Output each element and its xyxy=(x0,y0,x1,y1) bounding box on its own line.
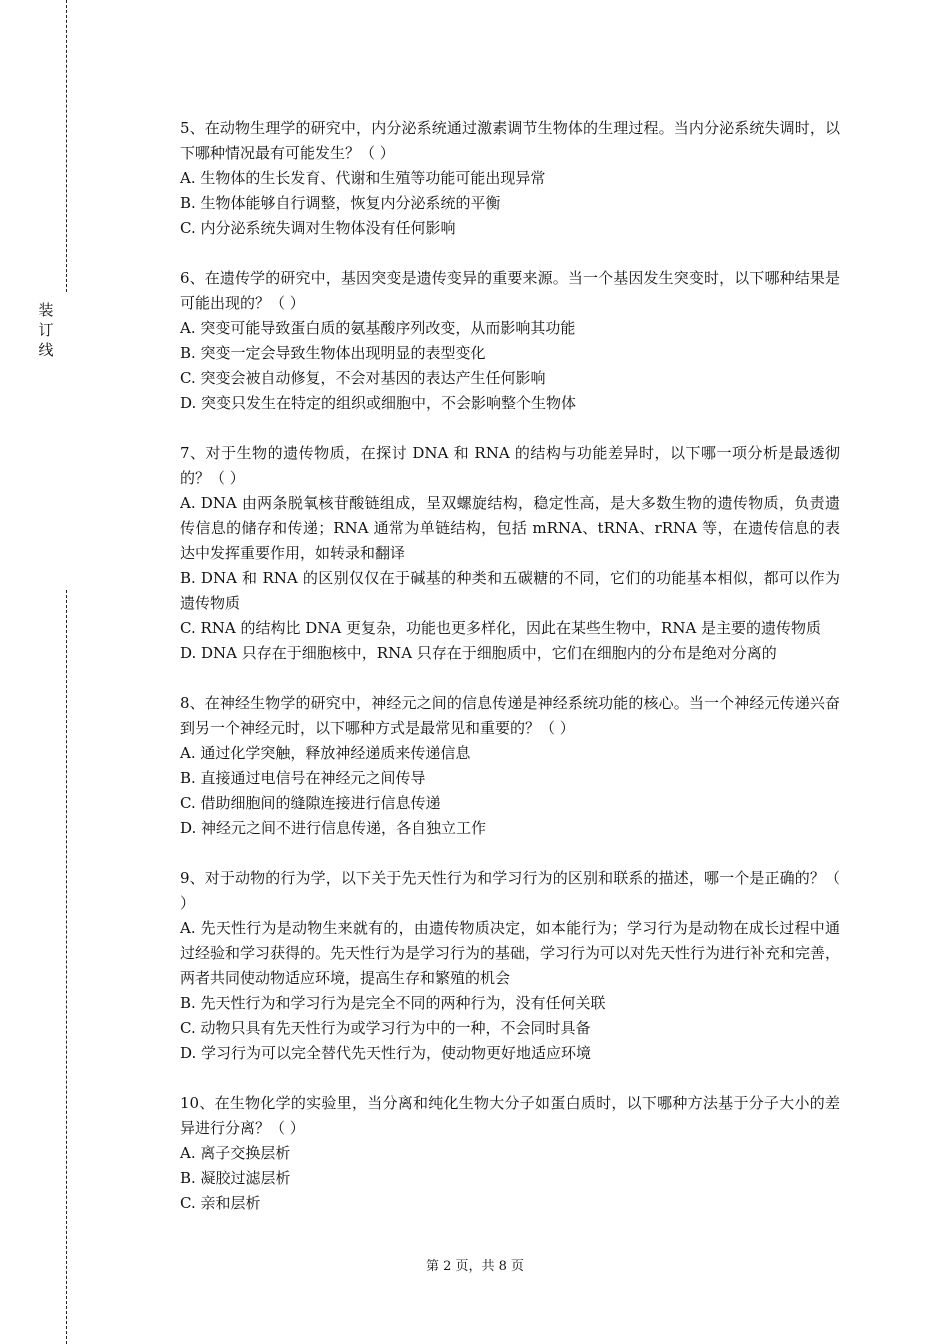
question-9 xyxy=(180,866,840,1066)
question-5 xyxy=(180,116,840,241)
option-c: C. 内分泌系统失调对生物体没有任何影响 xyxy=(180,219,456,237)
option-b: B. 生物体能够自行调整，恢复内分泌系统的平衡 xyxy=(180,194,501,212)
question-6 xyxy=(180,266,840,416)
option-d: D. DNA 只存在于细胞核中，RNA 只存在于细胞质中，它们在细胞内的分布是绝对分离的 xyxy=(180,644,777,662)
option-b: B. 先天性行为和学习行为是完全不同的两种行为，没有任何关联 xyxy=(180,994,606,1012)
option-c: C. 借助细胞间的缝隙连接进行信息传递 xyxy=(180,794,441,812)
option-b: B. 突变一定会导致生物体出现明显的表型变化 xyxy=(180,344,486,362)
question-stem: 9、对于动物的行为学，以下关于先天性行为和学习行为的区别和联系的描述，哪一个是正确的？（ ） xyxy=(180,869,840,912)
question-stem: 7、对于生物的遗传物质，在探讨 DNA 和 RNA 的结构与功能差异时，以下哪一项分析是最透彻的？（ ） xyxy=(180,444,840,487)
option-c: C. 亲和层析 xyxy=(180,1194,261,1212)
option-c: C. 突变会被自动修复，不会对基因的表达产生任何影响 xyxy=(180,369,546,387)
question-stem: 5、在动物生理学的研究中，内分泌系统通过激素调节生物体的生理过程。当内分泌系统失调时，以下哪种情况最有可能发生？（ ） xyxy=(180,119,840,162)
option-c: C. 动物只具有先天性行为或学习行为中的一种，不会同时具备 xyxy=(180,1019,591,1037)
question-10 xyxy=(180,1091,840,1216)
binding-char: 订 xyxy=(38,321,54,339)
binding-char: 装 xyxy=(38,301,54,319)
option-b: B. 凝胶过滤层析 xyxy=(180,1169,291,1187)
option-d: D. 学习行为可以完全替代先天性行为，使动物更好地适应环境 xyxy=(180,1044,592,1062)
option-a: A. 通过化学突触，释放神经递质来传递信息 xyxy=(180,744,471,762)
binding-label xyxy=(36,300,56,360)
option-c: C. RNA 的结构比 DNA 更复杂，功能也更多样化，因此在某些生物中，RNA 是主要的遗传物质 xyxy=(180,619,822,637)
option-b: B. 直接通过电信号在神经元之间传导 xyxy=(180,769,426,787)
option-a: A. 生物体的生长发育、代谢和生殖等功能可能出现异常 xyxy=(180,169,546,187)
binding-line-top xyxy=(66,0,67,292)
question-stem: 10、在生物化学的实验里，当分离和纯化生物大分子如蛋白质时，以下哪种方法基于分子大小的差异进行分离？（ ） xyxy=(180,1094,840,1137)
question-8 xyxy=(180,691,840,841)
binding-line-bottom xyxy=(66,590,67,1344)
option-a: A. DNA 由两条脱氧核苷酸链组成，呈双螺旋结构，稳定性高，是大多数生物的遗传物质，负责遗传信息的储存和传递；RNA 通常为单链结构，包括 mRNA、tRNA、rRNA 等，在遗传信息的表达中发挥重要作用，如转录和翻译 xyxy=(180,494,840,562)
option-a: A. 先天性行为是动物生来就有的，由遗传物质决定，如本能行为；学习行为是动物在成长过程中通过经验和学习获得的。先天性行为是学习行为的基础，学习行为可以对先天性行为进行补充和完善，两者共同使动物适应环境，提高生存和繁殖的机会 xyxy=(180,919,841,987)
question-stem: 8、在神经生物学的研究中，神经元之间的信息传递是神经系统功能的核心。当一个神经元传递兴奋到另一个神经元时，以下哪种方式是最常见和重要的？（ ） xyxy=(180,694,840,737)
option-d: D. 神经元之间不进行信息传递，各自独立工作 xyxy=(180,819,487,837)
page-number: 第 2 页，共 8 页 xyxy=(425,1259,525,1274)
option-a: A. 突变可能导致蛋白质的氨基酸序列改变，从而影响其功能 xyxy=(180,319,576,337)
option-a: A. 离子交换层析 xyxy=(180,1144,291,1162)
question-stem: 6、在遗传学的研究中，基因突变是遗传变异的重要来源。当一个基因发生突变时，以下哪种结果是可能出现的？（ ） xyxy=(180,269,840,312)
question-7 xyxy=(180,441,840,666)
option-d: D. 突变只发生在特定的组织或细胞中，不会影响整个生物体 xyxy=(180,394,577,412)
question-list xyxy=(180,116,840,1241)
binding-char: 线 xyxy=(38,341,54,359)
option-b: B. DNA 和 RNA 的区别仅仅在于碱基的种类和五碳糖的不同，它们的功能基本相似，都可以作为遗传物质 xyxy=(180,569,840,612)
